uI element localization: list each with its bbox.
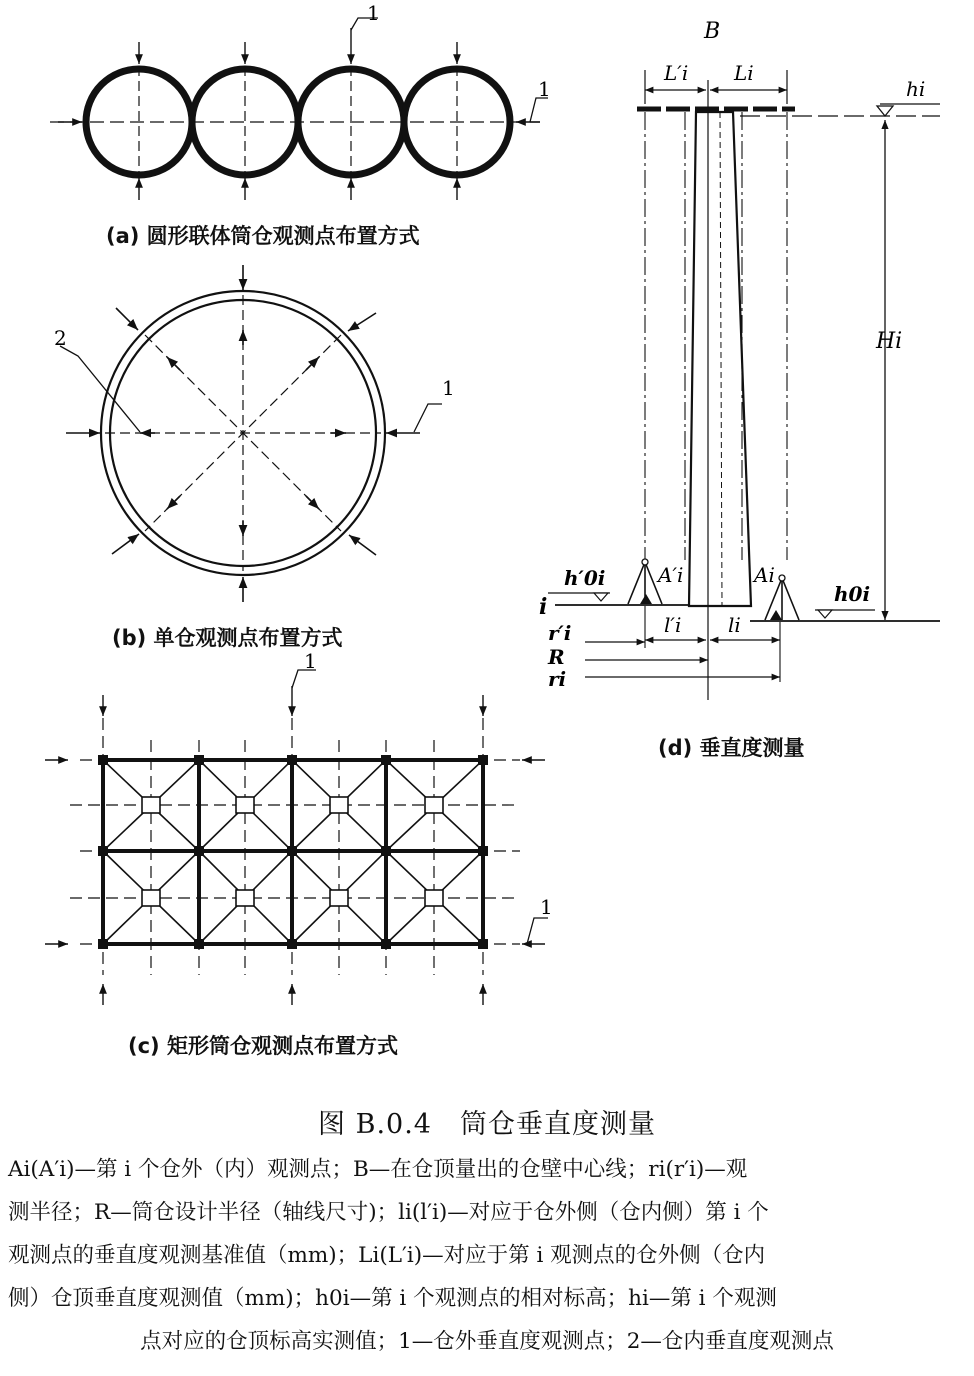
figure-legend <box>8 1148 966 1363</box>
legend-line: 侧）仓顶垂直度观测值（mm)；h0i—第 i 个观测点的相对标高；hi—第 i 个观测 <box>8 1286 777 1311</box>
callout-2-label: 2 <box>54 326 67 350</box>
legend-line: 观测点的垂直度观测基准值（mm)；Li(L′i)—对应于第 i 观测点的仓外侧（仓内 <box>8 1243 766 1268</box>
label-l: li <box>728 613 741 637</box>
outer-observation-arrow <box>112 534 139 554</box>
caption-c: (c) 矩形筒仓观测点布置方式 <box>128 1034 398 1058</box>
caption-a: (a) 圆形联体筒仓观测点布置方式 <box>106 224 420 248</box>
callout-1-label: 1 <box>304 649 317 673</box>
label-A: Ai <box>754 563 775 587</box>
legend-line: Ai(A′i)—第 i 个仓外（内）观测点；B—在仓顶量出的仓壁中心线；ri(r′i)—观 <box>8 1157 748 1182</box>
label-H: Hi <box>876 329 903 354</box>
diagram-d-verticality <box>539 19 940 700</box>
label-B: B <box>704 19 721 44</box>
label-r-prime: r′i <box>548 621 572 645</box>
diagram-a-circular-group-silos <box>50 1 551 200</box>
label-h0-prime: h′0i <box>564 566 606 590</box>
label-R: R <box>548 645 565 669</box>
label-h: hi <box>906 77 926 101</box>
callout-1-label: 1 <box>540 895 553 919</box>
diagram-c-rectangular-silos <box>45 649 553 1005</box>
outer-observation-arrow <box>116 308 138 330</box>
callout-1-label: 1 <box>367 1 380 25</box>
label-L-prime: L′i <box>664 61 689 85</box>
label-h0: h0i <box>834 582 871 606</box>
callout-1-label: 1 <box>442 376 455 400</box>
outer-observation-arrow <box>348 313 376 331</box>
label-L: Li <box>734 61 754 85</box>
inner-observation-arrow <box>167 357 180 370</box>
label-A-prime: A′i <box>658 563 684 587</box>
caption-b: (b) 单仓观测点布置方式 <box>112 626 343 650</box>
inner-observation-arrow <box>306 496 319 509</box>
caption-d: (d) 垂直度测量 <box>658 736 805 760</box>
legend-line: 测半径；R—筒仓设计半径（轴线尺寸)；li(l′i)—对应于仓外侧（仓内侧）第 i 个 <box>8 1200 769 1225</box>
label-r: ri <box>548 667 567 691</box>
diagram-b-single-silo <box>54 265 455 602</box>
inner-observation-arrow <box>167 496 180 509</box>
legend-line: 点对应的仓顶标高实测值；1—仓外垂直度观测点；2—仓内垂直度观测点 <box>140 1329 834 1354</box>
inner-observation-arrow <box>306 357 319 370</box>
outer-observation-arrow <box>349 535 376 555</box>
label-i: i <box>539 594 548 620</box>
figure-title: 图 B.0.4 筒仓垂直度测量 <box>318 1109 656 1140</box>
label-l-prime: l′i <box>664 613 682 637</box>
callout-1-label: 1 <box>538 77 551 101</box>
